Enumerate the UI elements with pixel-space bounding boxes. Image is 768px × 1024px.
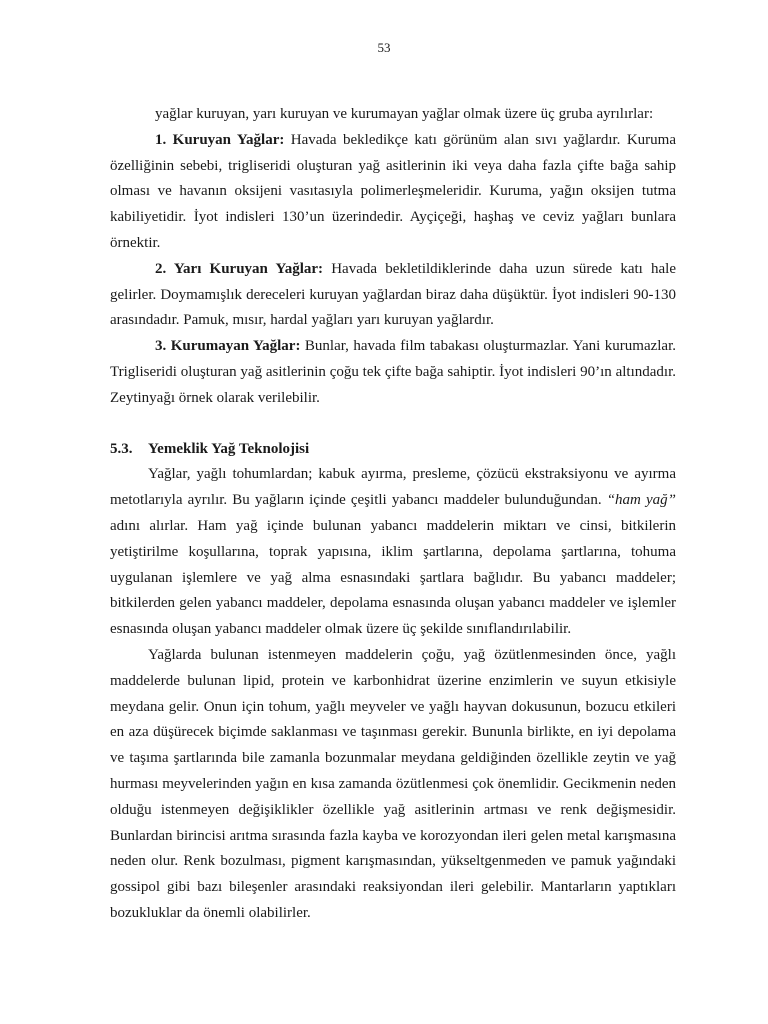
paragraph-text: adını alırlar. Ham yağ içinde bulunan yabancı maddelerin miktarı ve cinsi, bitkilerin yetiştirilme koşullarına, toprak yapısına, iklim şartlarına, depolama şartlarına, tohuma uygulanan işlemlere ve yağ alma esnasındaki şartlara bağlıdır. Bu yabancı maddeler; bitkilerden gelen yabancı maddeler, depolama esnasında oluşan yabancı maddeler ve işlemler esnasında oluşan yabancı maddeler olmak üzere üç şekilde sınıflandırılabilir.: [110, 517, 676, 638]
section-title: Yemeklik Yağ Teknolojisi: [148, 440, 310, 457]
emphasis-term: “ham yağ”: [606, 492, 676, 509]
intro-paragraph: yağlar kuruyan, yarı kuruyan ve kurumayan yağlar olmak üzere üç gruba ayrılırlar:: [155, 106, 654, 122]
section-spacer: [110, 412, 676, 437]
page-number: 53: [377, 40, 391, 55]
section-heading: [110, 437, 676, 463]
oil-type-title: 1. Kuruyan Yağlar:: [155, 131, 285, 148]
paragraph-crude-oil: [110, 462, 676, 643]
oil-type-text: Havada bekletildiklerinde daha uzun sürede katı hale gelirler. Doymamışlık dereceleri kuruyan yağlardan biraz daha düşüktür. İyot indisleri 90-130 arasındadır. Pamuk, mısır, hardal yağları yarı kuruyan yağlardır.: [110, 260, 677, 329]
oil-type-title: 3. Kurumayan Yağlar:: [155, 338, 301, 355]
paragraph-text: Yağlar, yağlı tohumlardan; kabuk ayırma, presleme, çözücü ekstraksiyonu ve ayırma metotlarıyla ayrılır. Bu yağların içinde çeşitli yabancı maddeler bulunduğundan.: [110, 466, 676, 509]
oil-type-text: Bunlar, havada film tabakası oluşturmazlar. Yani kurumazlar. Trigliseridi oluşturan yağ asitlerinin çoğu tek çifte bağa sahiptir. İyot indisleri 90’ın altındadır. Zeytinyağı örnek olarak verilebilir.: [110, 338, 677, 406]
oil-type-drying: [110, 128, 676, 257]
oil-type-non-drying: [110, 334, 676, 411]
section-number: 5.3.: [110, 440, 133, 457]
oil-type-semi-drying: [110, 257, 676, 334]
oil-type-text: Havada bekledikçe katı görünüm alan sıvı yağlardır. Kuruma özelliğinin sebebi, trigliseridi oluşturan yağ asitlerinin iki veya daha fazla çifte bağa sahip olması ve havanın oksijeni vasıtasıyla polimerleşmeleridir. Kuruma, yağın oksijen tutma kabiliyetidir. İyot indisleri 130’un üzerindedir. Ayçiçeği, haşhaş ve ceviz yağları bunlara örnektir.: [110, 131, 676, 251]
paragraph-undesired-substances: Yağlarda bulunan istenmeyen maddelerin çoğu, yağ özütlenmesinden önce, yağlı maddelerde bulunan lipid, protein ve karbonhidrat üzerine enzimlerin ve suyun etkisiyle meydana gelir. Onun için tohum, yağlı meyveler ve yağlı hayvan dokusunun, bozucu etkileri en aza düşürecek biçimde saklanması ve taşınması gerekir. Bununla birlikte, en iyi depolama ve taşıma şartlarında bile zamanla bozunmalar meydana geldiğinden özellikle zeytin ve yağ hurması meyvelerinden yağın en kısa zamanda özütlenmesi çok önemlidir. Gecikmenin neden olduğu istenmeyen değişiklikler özellikle yağ asitlerinin artması ve renk değişmesidir. Bunlardan birincisi arıtma sırasında fazla kayba ve korozyondan ileri gelen metal karışmasına neden olur. Renk bozulması, pigment karışmasından, yükseltgenmeden ve pamuk yağındaki gossipol gibi bazı bileşenler arasındaki reaksiyondan ileri gelebilir. Mantarların yaptıkları bozukluklar da önemli olabilirler.: [110, 646, 676, 921]
page-body: [110, 102, 676, 927]
oil-type-title: 2. Yarı Kuruyan Yağlar:: [155, 260, 324, 277]
